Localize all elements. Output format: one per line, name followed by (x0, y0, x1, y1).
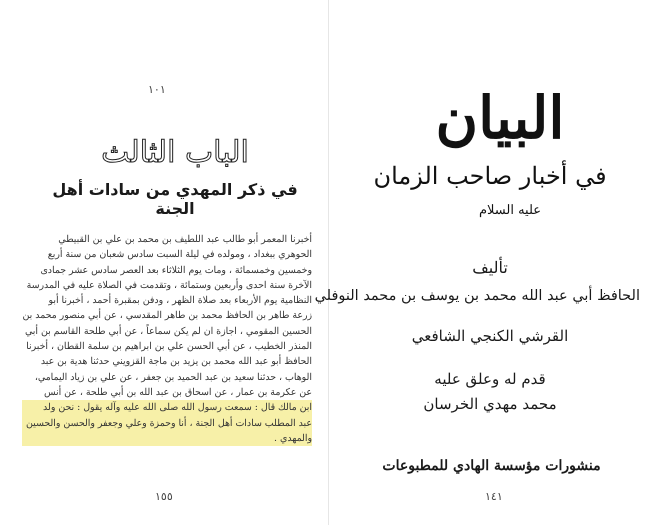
body-line: المنذر الخطيب ، عن أبي الحسن علي بن ابراهيم بن سلمة القطان ، أخبرنا (26, 341, 312, 353)
body-line: الحوهري ببغداد ، ومولده في ليلة السبت سادس شعبان من سنة أربع (47, 249, 312, 261)
body-line: الآخرة سنة احدى وأربعين وستمائة ، وتقدمت في الصلاة عليه في المدرسة (26, 279, 312, 291)
author-nisba: القرشي الكنجي الشافعي (411, 327, 569, 345)
chapter-subtitle: في ذكر المهدي من سادات أهل الجنة (52, 180, 298, 218)
body-line: الحافظ أبو عبد الله محمد بن يزيد بن ماجة القزويني حدثنا هدية بن عبد (40, 356, 312, 368)
page-number-bottom-left: ١٥٥ (155, 490, 173, 503)
body-line: وخمسين وخمسمائة ، ومات يوم الثلاثاء بعد العصر سادس عشر جمادى (40, 264, 312, 276)
publisher: منشورات مؤسسة الهادي للمطبوعات (382, 458, 601, 474)
body-line: الوهاب ، حدثنا سعيد بن عبد الحميد بن جعفر ، عن علي بن زياد اليمامي، (34, 371, 312, 383)
highlighted-line: والمهدي . (22, 431, 312, 446)
title-sub: في أخبار صاحب الزمان (373, 162, 607, 190)
body-text (22, 232, 312, 446)
body-line: الحسين المقومي ، اجازة ان لم يكن سماعاً ، عن أبي طلحة القاسم بن أبي (24, 325, 312, 337)
body-line: زرعة طاهر بن الحافظ محمد بن طاهر المقدسي ، عن أبي منصور محمد بن (22, 310, 312, 322)
page-number-top: ١٠١ (148, 83, 166, 96)
editor-name: محمد مهدي الخرسان (423, 395, 557, 413)
right-page (314, 0, 653, 525)
highlighted-line: عبد المطلب سادات أهل الجنة ، أنا وحمزة وعلي وجعفر والحسن والحسين (22, 416, 312, 431)
highlighted-line: ابن مالك قال : سمعت رسول الله صلى الله عليه وآله يقول : نحن ولد (22, 400, 312, 415)
author-name: الحافظ أبي عبد الله محمد بن يوسف بن محمد النوفلي (314, 288, 640, 304)
book-title-calligraphy (360, 72, 630, 222)
title-main: البيان (435, 84, 565, 152)
page-divider (328, 0, 329, 525)
body-line: أخبرنا المعمر أبو طالب عبد اللطيف بن محمد بن علي بن القبيطي (58, 234, 312, 245)
author-heading: تأليف (472, 258, 508, 277)
body-line: عن عكرمة بن عمار ، عن اسحاق بن عبد الله بن أبي طلحة ، عن أنس (44, 386, 312, 398)
intro-line: قدم له وعلق عليه (434, 370, 546, 388)
body-line: النظامية يوم الأربعاء بعد صلاة الظهر ، ودفن بمقبرة أحمد ، أخبرنا أبو (48, 295, 312, 307)
chapter-title: الباب الثالث (101, 135, 249, 170)
title-blessing: عليه السلام (478, 203, 542, 218)
page-number-bottom-right: ١٤١ (485, 490, 503, 503)
